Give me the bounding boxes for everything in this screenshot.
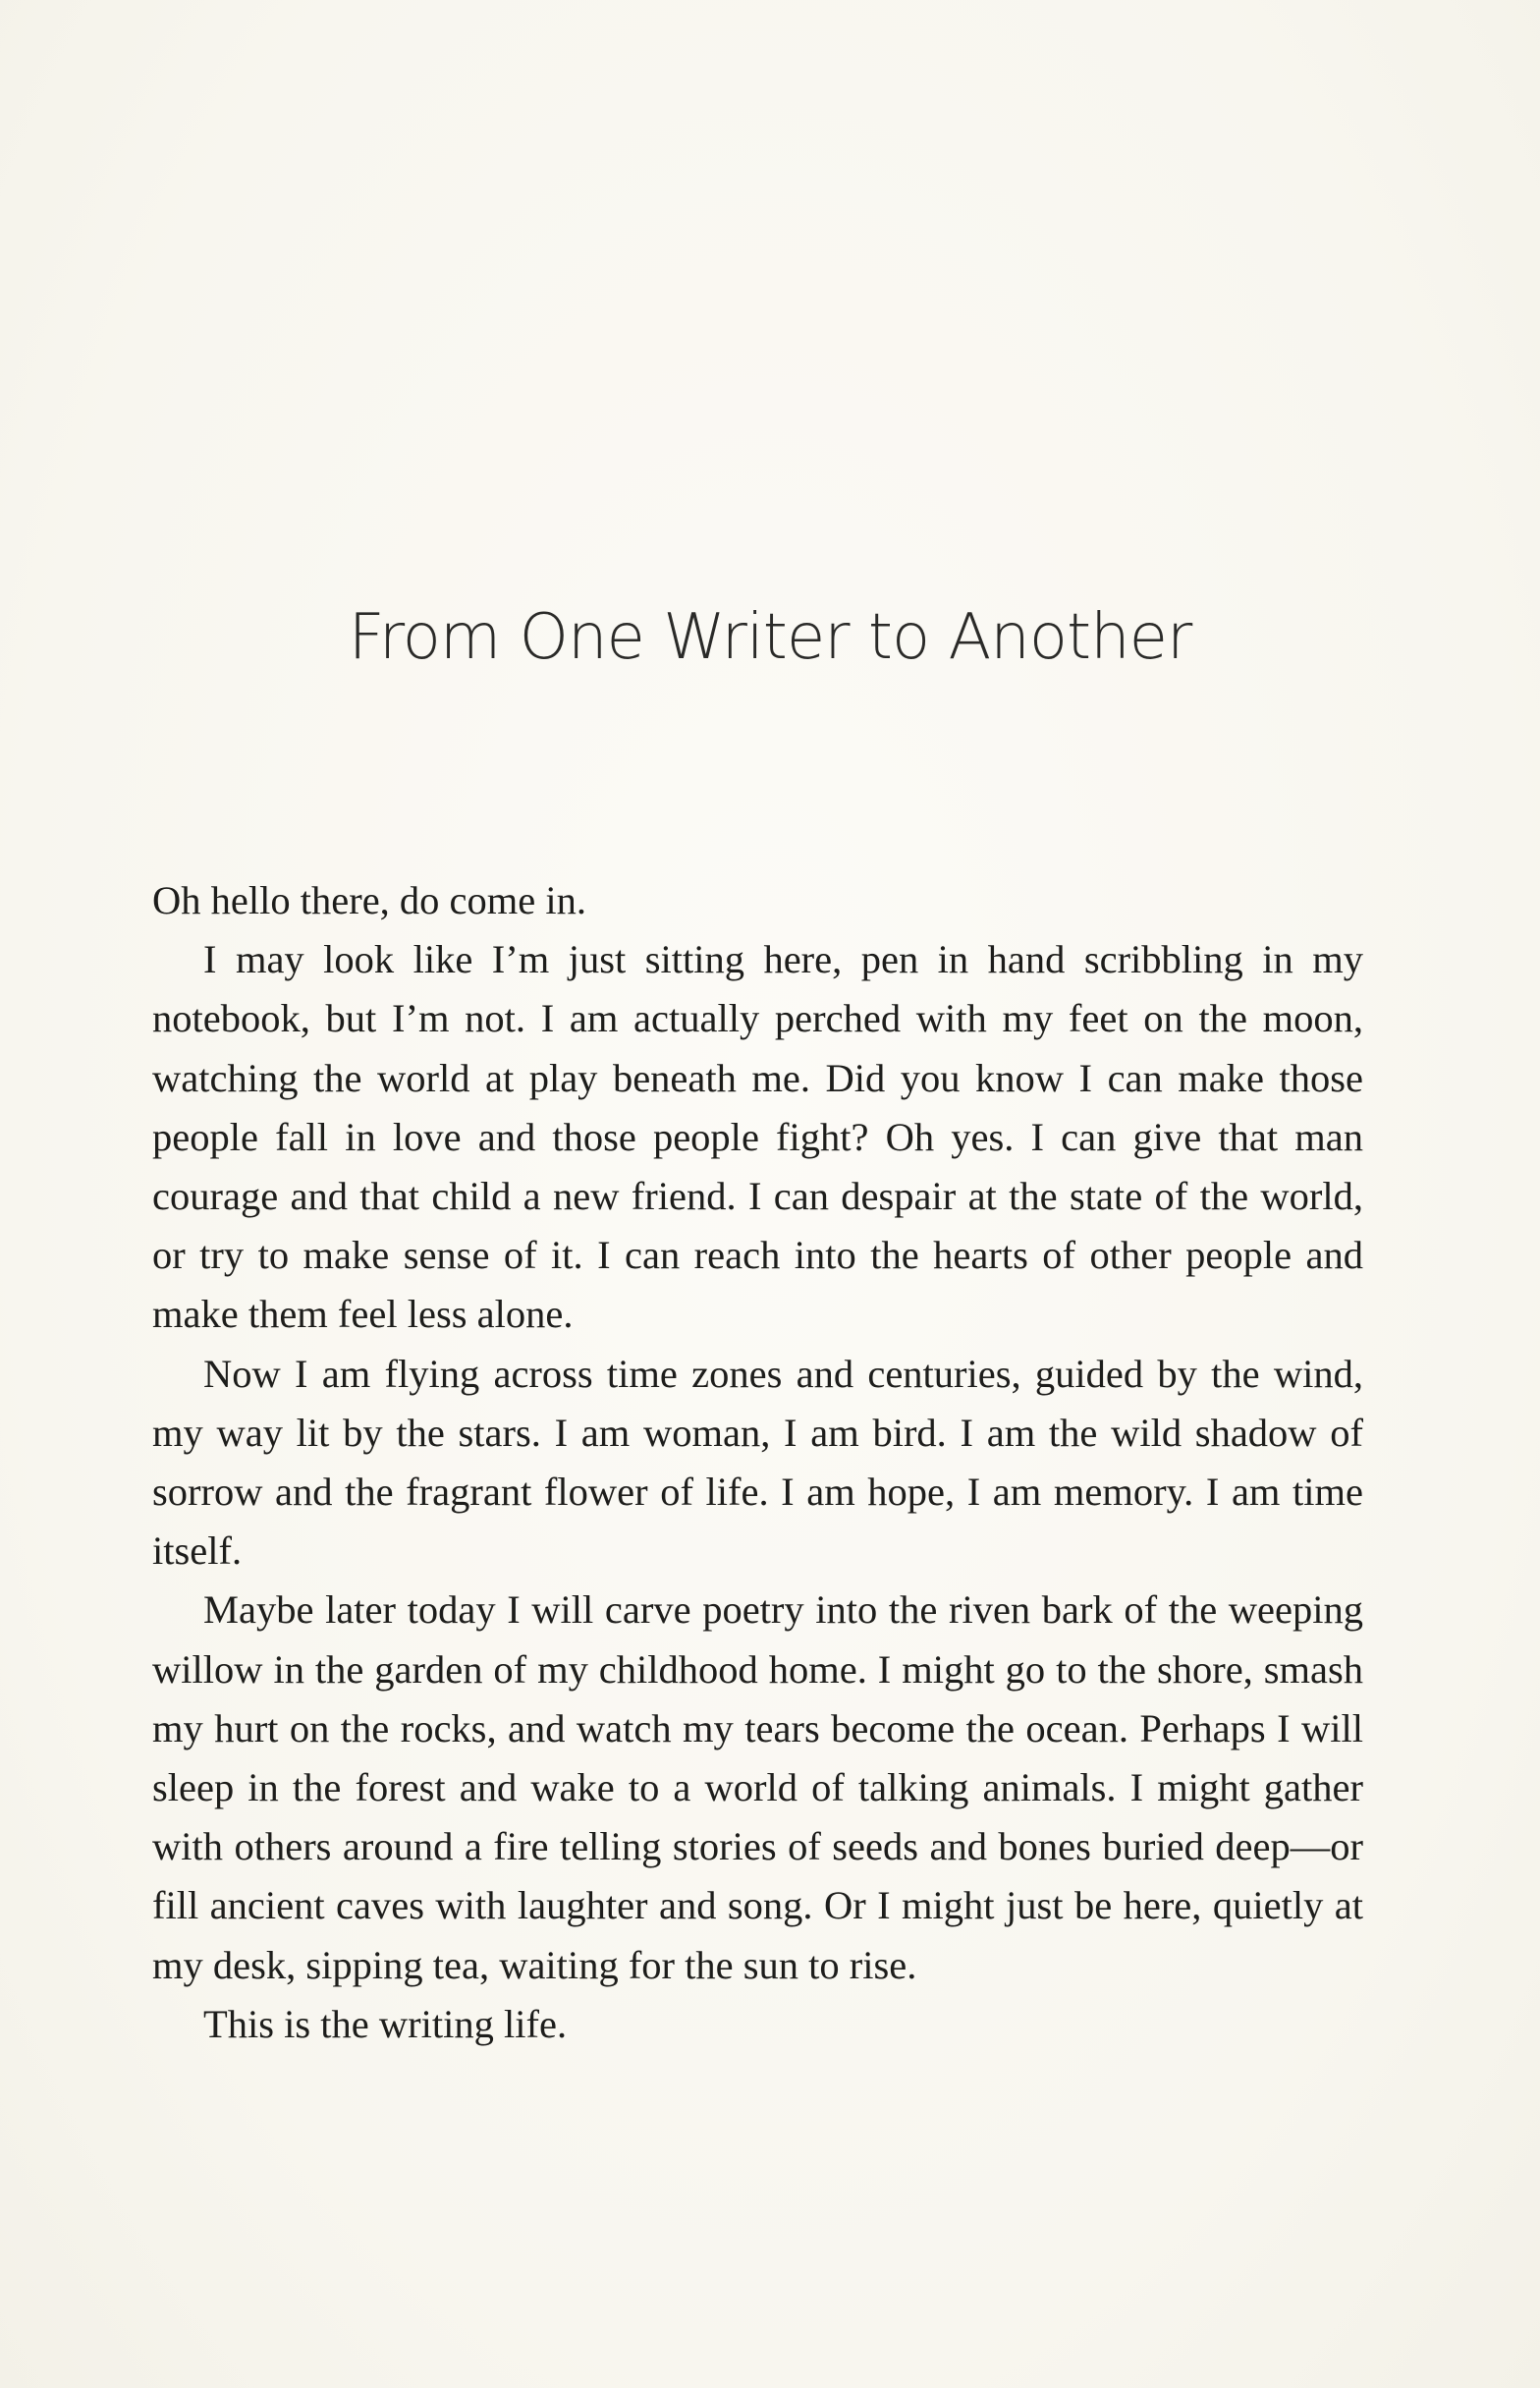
chapter-title: From One Writer to Another [348,601,1192,674]
paragraph-2: I may look like I’m just sitting here, pen in hand scribbling in my notebook, but I’m not. I am actually perched with my feet on the moon, watching the world at play beneath me. Did you know I can make those people fall in love and those people fight? Oh yes. I can give that man courage and that child a new friend. I can despair at the state of the world, or try to make sense of it. I can reach into the hearts of other people and make them feel less alone. [152,937,1363,1337]
paragraph-4: Maybe later today I will carve poetry into the riven bark of the weeping willow in the garden of my childhood home. I might go to the shore, smash my hurt on the rocks, and watch my tears become the ocean. Perhaps I will sleep in the forest and wake to a world of talking animals. I might gather with others around a fire telling stories of seeds and bones buried deep—or fill ancient caves with laughter and song. Or I might just be here, quietly at my desk, sipping tea, waiting for the sun to rise. [152,1587,1363,1987]
paragraph-3: Now I am flying across time zones and centuries, guided by the wind, my way lit by the stars. I am woman, I am bird. I am the wild shadow of sorrow and the fragrant flower of life. I am hope, I am memory. I am time itself. [152,1351,1363,1574]
paragraph-5: This is the writing life. [203,2001,568,2046]
paragraph-1: Oh hello there, do come in. [152,878,586,922]
body-text [152,871,1363,2054]
